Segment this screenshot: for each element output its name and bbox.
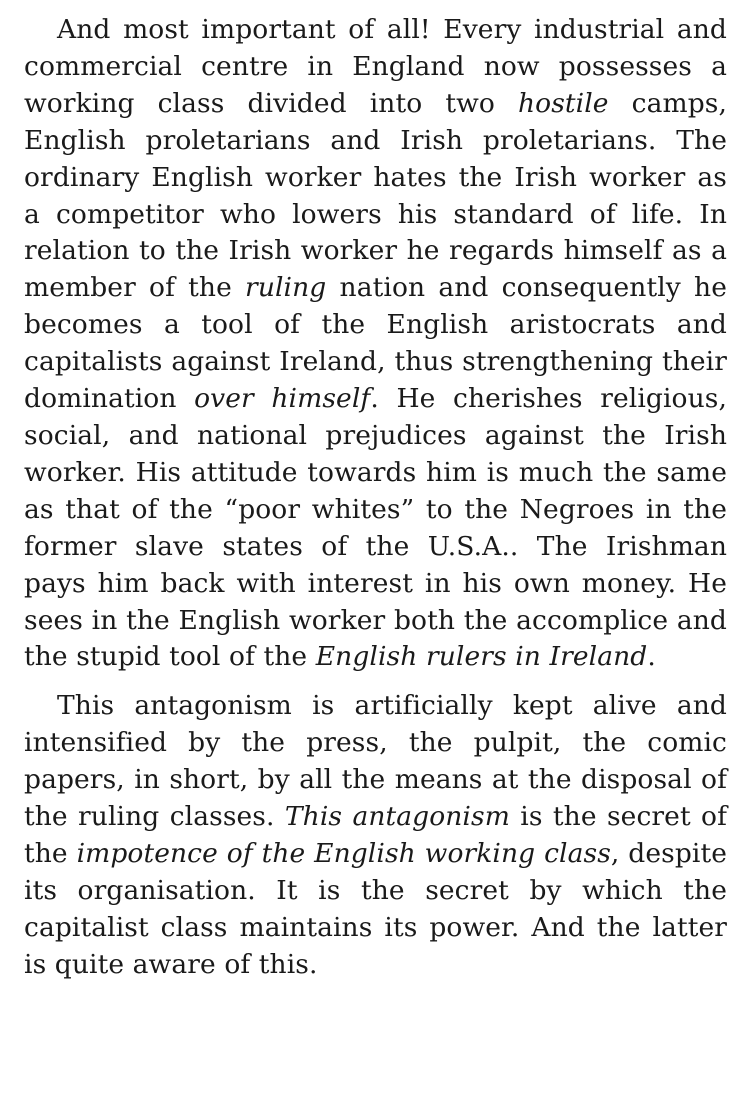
italic-segment: impotence of the English working class xyxy=(76,837,611,869)
italic-segment: over himself xyxy=(194,383,371,415)
text-segment: . He cherishes religious, social, and national prejudices against the Irish worker. His attitude towards him is much the same as that of the “poor whites” to the Negroes in the former slave states of the U.S.A.. The Irishman pays him back with interest in his own money. He sees in the English worker both the accomplice and the stupid tool of the xyxy=(24,383,727,673)
italic-segment: hostile xyxy=(517,87,609,119)
text-segment: This antagonism is artificially kept alive and intensified by the press, the pulpit, the comic papers, in short, by all the means at the disposal of the ruling classes. xyxy=(24,690,727,833)
paragraph-1 xyxy=(24,12,727,676)
text-segment: is the secret of the xyxy=(24,801,727,869)
text-segment: , despite its organisation. It is the secret by which the capitalist class maintains its power. And the latter is quite aware of this. xyxy=(24,837,727,980)
text-segment: And most important of all! Every industrial and commercial centre in England now possesses a working class divided into two xyxy=(24,14,727,119)
italic-segment: This antagonism xyxy=(284,801,510,833)
italic-segment: English rulers in Ireland xyxy=(315,641,648,673)
text-segment: camps, English proletarians and Irish proletarians. The ordinary English worker hates the Irish worker as a competitor who lowers his standard of life. In relation to the Irish worker he regards himself as a member of the xyxy=(24,87,727,304)
italic-segment: ruling xyxy=(245,272,327,304)
text-segment: nation and consequently he becomes a tool of the English aristocrats and capitalists against Ireland, thus strengthening their domination xyxy=(24,272,727,415)
text-segment: . xyxy=(647,641,656,673)
paragraph-2 xyxy=(24,688,727,983)
